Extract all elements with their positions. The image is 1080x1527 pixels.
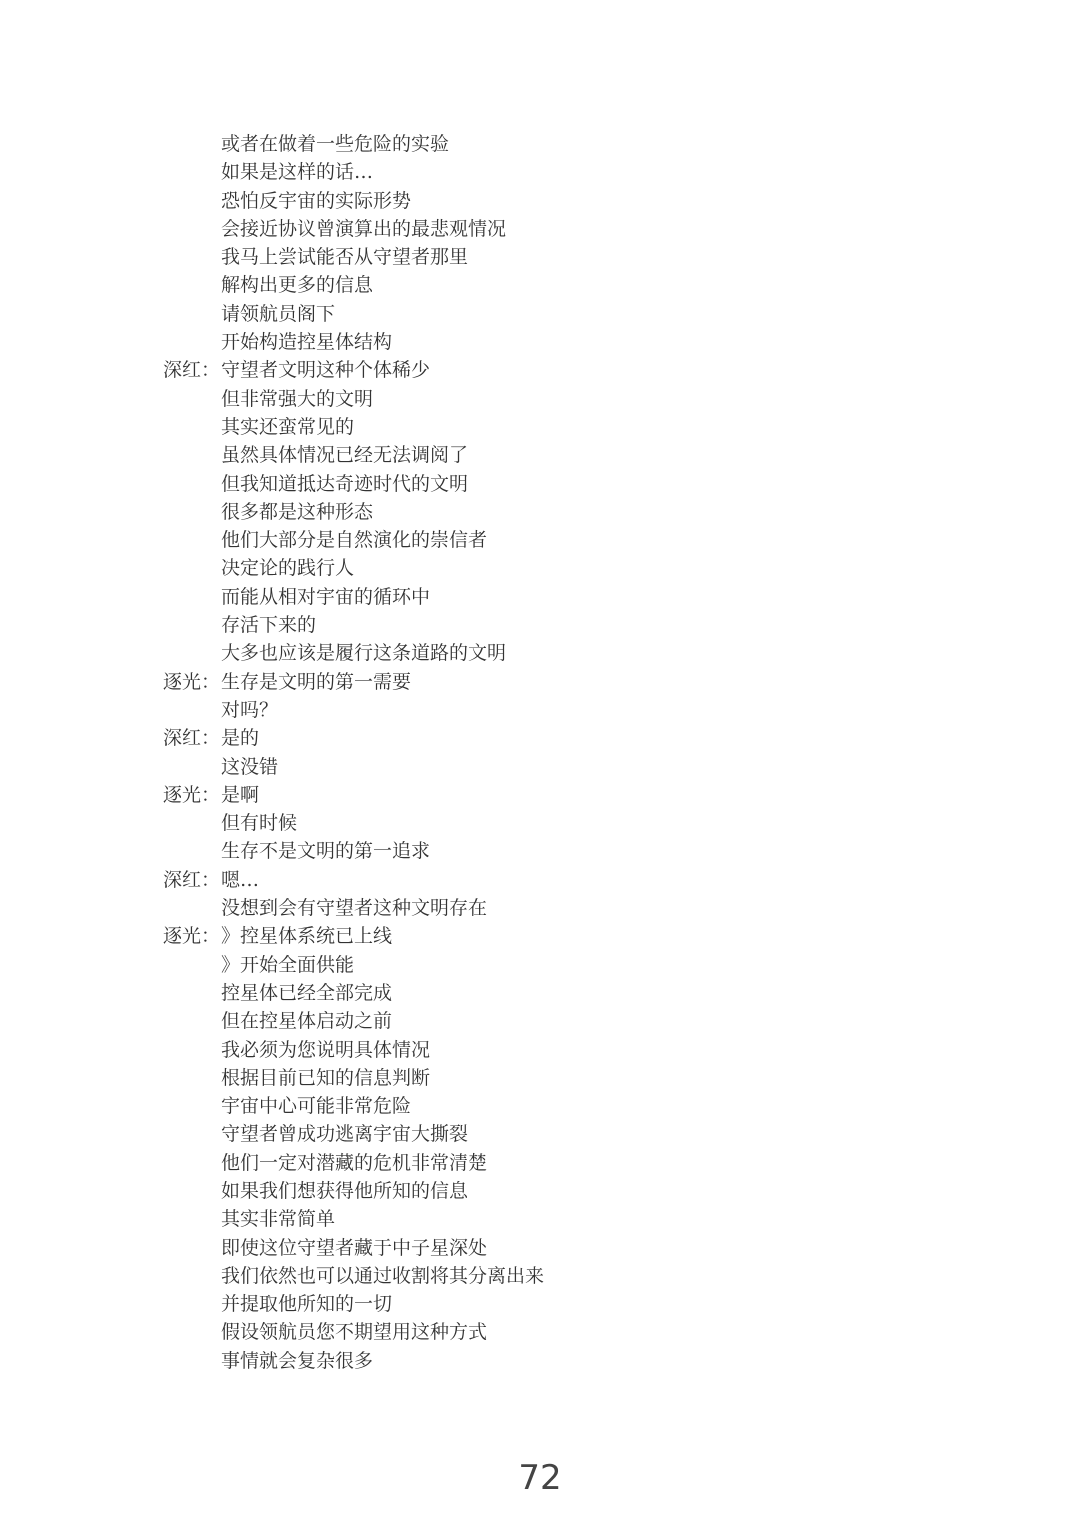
dialogue-line bbox=[163, 951, 923, 979]
speaker-label bbox=[163, 979, 221, 1007]
speaker-label: 深红： bbox=[163, 727, 221, 750]
speaker-label bbox=[163, 271, 221, 299]
line-text: 我马上尝试能否从守望者那里 bbox=[221, 246, 469, 269]
dialogue-line bbox=[163, 554, 923, 582]
dialogue-line bbox=[163, 1092, 923, 1120]
speaker-label bbox=[163, 300, 221, 328]
line-text: 是啊 bbox=[221, 783, 260, 806]
dialogue-line bbox=[163, 300, 923, 328]
line-text: 》控星体系统已上线 bbox=[221, 925, 393, 948]
line-text: 解构出更多的信息 bbox=[221, 274, 374, 297]
dialogue-line bbox=[163, 979, 923, 1007]
speaker-label bbox=[163, 385, 221, 413]
speaker-label: 深红： bbox=[163, 868, 221, 891]
speaker-label bbox=[163, 1120, 221, 1148]
line-text: 存活下来的 bbox=[221, 614, 317, 637]
line-text: 而能从相对宇宙的循环中 bbox=[221, 585, 431, 608]
line-text: 他们大部分是自然演化的崇信者 bbox=[221, 529, 488, 552]
speaker-label bbox=[163, 1205, 221, 1233]
speaker-label bbox=[163, 243, 221, 271]
page-number: 72 bbox=[518, 1458, 562, 1498]
dialogue-line bbox=[163, 1290, 923, 1318]
speaker-label bbox=[163, 158, 221, 186]
line-text: 我必须为您说明具体情况 bbox=[221, 1038, 431, 1061]
dialogue-block bbox=[163, 130, 923, 1375]
line-text: 是的 bbox=[221, 727, 260, 750]
dialogue-line bbox=[163, 130, 923, 158]
dialogue-line bbox=[163, 809, 923, 837]
line-text: 但非常强大的文明 bbox=[221, 387, 374, 410]
speaker-label bbox=[163, 1177, 221, 1205]
speaker-label bbox=[163, 130, 221, 158]
line-text: 这没错 bbox=[221, 755, 279, 778]
dialogue-line bbox=[163, 441, 923, 469]
dialogue-line bbox=[163, 1205, 923, 1233]
line-text: 请领航员阁下 bbox=[221, 302, 336, 325]
line-text: 对吗？ bbox=[221, 698, 279, 721]
speaker-label bbox=[163, 215, 221, 243]
dialogue-line bbox=[163, 583, 923, 611]
speaker-label: 深红： bbox=[163, 359, 221, 382]
speaker-label bbox=[163, 554, 221, 582]
line-text: 嗯… bbox=[221, 868, 260, 891]
speaker-label: 逐光： bbox=[163, 670, 221, 693]
speaker-label: 逐光： bbox=[163, 783, 221, 806]
speaker-label bbox=[163, 526, 221, 554]
dialogue-line bbox=[163, 611, 923, 639]
dialogue-line bbox=[163, 1064, 923, 1092]
speaker-label bbox=[163, 837, 221, 865]
speaker-label bbox=[163, 639, 221, 667]
dialogue-line bbox=[163, 1007, 923, 1035]
dialogue-line bbox=[163, 894, 923, 922]
speaker-label bbox=[163, 1234, 221, 1262]
dialogue-line bbox=[163, 470, 923, 498]
dialogue-line bbox=[163, 526, 923, 554]
line-text: 决定论的践行人 bbox=[221, 557, 355, 580]
speaker-label bbox=[163, 470, 221, 498]
speaker-label bbox=[163, 696, 221, 724]
dialogue-line bbox=[163, 781, 923, 809]
line-text: 其实非常简单 bbox=[221, 1208, 336, 1231]
speaker-label bbox=[163, 1318, 221, 1346]
line-text: 根据目前已知的信息判断 bbox=[221, 1066, 431, 1089]
line-text: 守望者文明这种个体稀少 bbox=[221, 359, 431, 382]
dialogue-line bbox=[163, 187, 923, 215]
dialogue-line bbox=[163, 668, 923, 696]
dialogue-line bbox=[163, 328, 923, 356]
speaker-label bbox=[163, 1262, 221, 1290]
line-text: 并提取他所知的一切 bbox=[221, 1293, 393, 1316]
dialogue-line bbox=[163, 866, 923, 894]
line-text: 守望者曾成功逃离宇宙大撕裂 bbox=[221, 1123, 469, 1146]
dialogue-line bbox=[163, 1318, 923, 1346]
speaker-label bbox=[163, 1064, 221, 1092]
dialogue-line bbox=[163, 215, 923, 243]
speaker-label bbox=[163, 1149, 221, 1177]
speaker-label bbox=[163, 753, 221, 781]
line-text: 开始构造控星体结构 bbox=[221, 331, 393, 354]
line-text: 但有时候 bbox=[221, 812, 298, 835]
line-text: 如果是这样的话… bbox=[221, 161, 374, 184]
speaker-label bbox=[163, 583, 221, 611]
line-text: 即使这位守望者藏于中子星深处 bbox=[221, 1236, 488, 1259]
dialogue-line bbox=[163, 696, 923, 724]
speaker-label bbox=[163, 951, 221, 979]
dialogue-line bbox=[163, 1177, 923, 1205]
speaker-label bbox=[163, 413, 221, 441]
line-text: 如果我们想获得他所知的信息 bbox=[221, 1179, 469, 1202]
speaker-label bbox=[163, 1036, 221, 1064]
dialogue-line bbox=[163, 639, 923, 667]
speaker-label bbox=[163, 1290, 221, 1318]
line-text: 生存不是文明的第一追求 bbox=[221, 840, 431, 863]
dialogue-line bbox=[163, 356, 923, 384]
speaker-label bbox=[163, 809, 221, 837]
dialogue-line bbox=[163, 413, 923, 441]
line-text: 或者在做着一些危险的实验 bbox=[221, 133, 450, 155]
line-text: 很多都是这种形态 bbox=[221, 500, 374, 523]
speaker-label bbox=[163, 611, 221, 639]
line-text: 生存是文明的第一需要 bbox=[221, 670, 412, 693]
line-text: 事情就会复杂很多 bbox=[221, 1349, 374, 1372]
dialogue-line bbox=[163, 753, 923, 781]
speaker-label bbox=[163, 894, 221, 922]
dialogue-line bbox=[163, 271, 923, 299]
dialogue-line bbox=[163, 1149, 923, 1177]
dialogue-line bbox=[163, 158, 923, 186]
speaker-label bbox=[163, 187, 221, 215]
dialogue-line bbox=[163, 1347, 923, 1375]
dialogue-line bbox=[163, 1120, 923, 1148]
line-text: 》开始全面供能 bbox=[221, 953, 355, 976]
dialogue-line bbox=[163, 922, 923, 950]
dialogue-line bbox=[163, 498, 923, 526]
dialogue-line bbox=[163, 243, 923, 271]
line-text: 没想到会有守望者这种文明存在 bbox=[221, 897, 488, 920]
line-text: 他们一定对潜藏的危机非常清楚 bbox=[221, 1151, 488, 1174]
dialogue-line bbox=[163, 724, 923, 752]
line-text: 假设领航员您不期望用这种方式 bbox=[221, 1321, 488, 1344]
line-text: 虽然具体情况已经无法调阅了 bbox=[221, 444, 469, 467]
line-text: 大多也应该是履行这条道路的文明 bbox=[221, 642, 507, 665]
dialogue-line bbox=[163, 1234, 923, 1262]
line-text: 其实还蛮常见的 bbox=[221, 415, 355, 438]
dialogue-line bbox=[163, 1036, 923, 1064]
speaker-label bbox=[163, 1007, 221, 1035]
speaker-label bbox=[163, 1092, 221, 1120]
dialogue-line bbox=[163, 385, 923, 413]
speaker-label bbox=[163, 441, 221, 469]
speaker-label: 逐光： bbox=[163, 925, 221, 948]
dialogue-line bbox=[163, 1262, 923, 1290]
line-text: 会接近协议曾演算出的最悲观情况 bbox=[221, 217, 507, 240]
line-text: 但我知道抵达奇迹时代的文明 bbox=[221, 472, 469, 495]
speaker-label bbox=[163, 328, 221, 356]
line-text: 但在控星体启动之前 bbox=[221, 1010, 393, 1033]
line-text: 控星体已经全部完成 bbox=[221, 981, 393, 1004]
line-text: 宇宙中心可能非常危险 bbox=[221, 1095, 412, 1118]
speaker-label bbox=[163, 498, 221, 526]
line-text: 恐怕反宇宙的实际形势 bbox=[221, 189, 412, 212]
dialogue-line bbox=[163, 837, 923, 865]
speaker-label bbox=[163, 1347, 221, 1375]
line-text: 我们依然也可以通过收割将其分离出来 bbox=[221, 1264, 545, 1287]
